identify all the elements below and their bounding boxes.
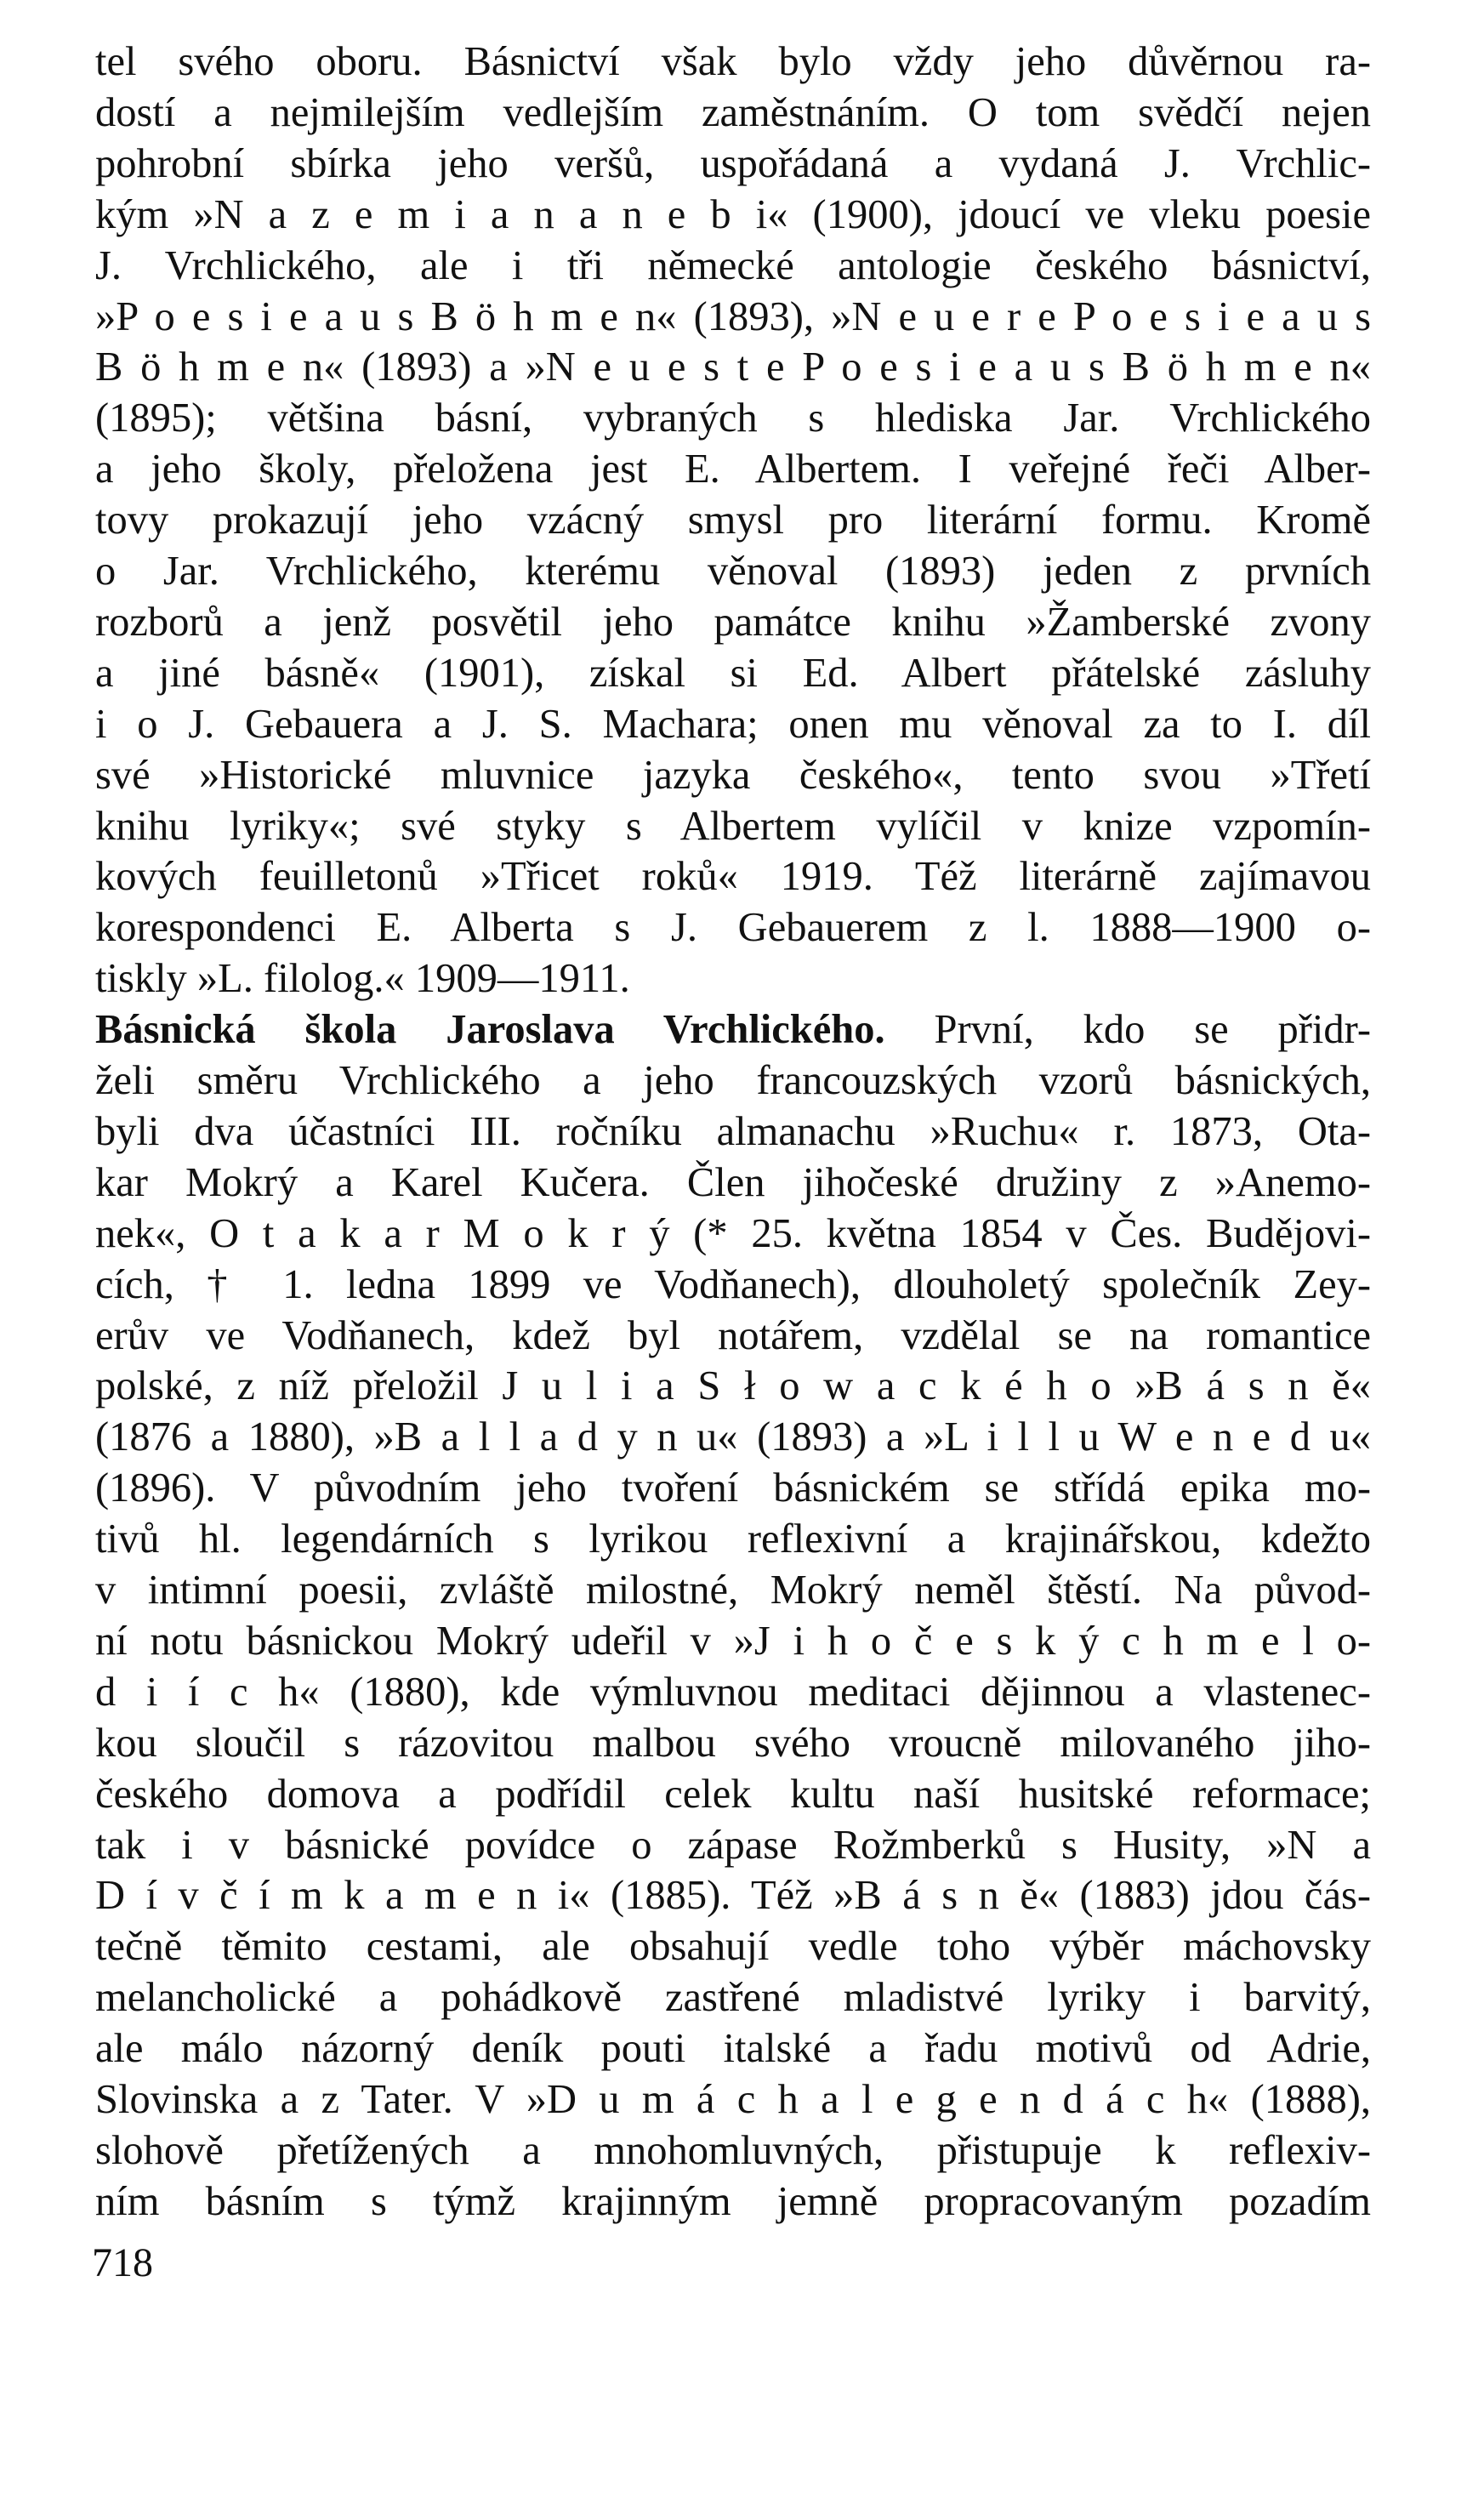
text-line: tovy prokazují jeho vzácný smysl pro literární formu. Kromě xyxy=(95,498,1371,543)
text-line: kým »N a z e m i a n a n e b i« (1900), jdoucí ve vleku poesie xyxy=(95,192,1371,237)
text-line: pohrobní sbírka jeho veršů, uspořádaná a vydaná J. Vrchlic- xyxy=(95,141,1371,186)
text-line: (1896). V původním jeho tvoření básnickém se střídá epika mo- xyxy=(95,1465,1371,1511)
text-line: polské, z níž přeložil J u l i a S ł o w a c k é h o »B á s n ě« xyxy=(95,1363,1371,1408)
text-line: ním básním s týmž krajinným jemně propracovaným pozadím xyxy=(95,2179,1371,2224)
text-line: (1895); většina básní, vybraných s hlediska Jar. Vrchlického xyxy=(95,395,1371,441)
page-number: 718 xyxy=(92,2240,153,2285)
text-line: (1876 a 1880), »B a l l a d y n u« (1893) a »L i l l u W e n e d u« xyxy=(95,1414,1371,1459)
text-line: ale málo názorný deník pouti italské a řadu motivů od Adrie, xyxy=(95,2026,1371,2071)
text-line: slohově přetížených a mnohomluvných, přistupuje k reflexiv- xyxy=(95,2128,1371,2173)
text-line: erův ve Vodňanech, kdež byl notářem, vzdělal se na romantice xyxy=(95,1313,1371,1358)
text-line: kar Mokrý a Karel Kučera. Člen jihočeské družiny z »Anemo- xyxy=(95,1160,1371,1205)
text-line: kových feuilletonů »Třicet roků« 1919. Též literárně zajímavou xyxy=(95,854,1371,899)
text-line: dostí a nejmilejším vedlejším zaměstnáním. O tom svědčí nejen xyxy=(95,90,1371,135)
section-heading: Básnická škola Jaroslava Vrchlického. xyxy=(95,1007,885,1052)
text-line: a jeho školy, přeložena jest E. Albertem. I veřejné řeči Alber- xyxy=(95,447,1371,492)
text-line: kou sloučil s rázovitou malbou svého vroucně milovaného jiho- xyxy=(95,1721,1371,1766)
text-line: své »Historické mluvnice jazyka českého«, tento svou »Třetí xyxy=(95,753,1371,798)
text-line: »P o e s i e a u s B ö h m e n« (1893), »N e u e r e P o e s i e a u s xyxy=(95,294,1371,339)
text-line: knihu lyriky«; své styky s Albertem vylíčil v knize vzpomín- xyxy=(95,804,1371,849)
text-line: a jiné básně« (1901), získal si Ed. Albert přátelské zásluhy xyxy=(95,651,1371,696)
text-line: B ö h m e n« (1893) a »N e u e s t e P o e s i e a u s B ö h m e n« xyxy=(95,344,1371,390)
text-line: d i í c h« (1880), kde výmluvnou meditaci dějinnou a vlastenec- xyxy=(95,1670,1371,1715)
text-line: českého domova a podřídil celek kultu naší husitské reformace; xyxy=(95,1772,1371,1817)
text-line: melancholické a pohádkově zastřené mladistvé lyriky i barvitý, xyxy=(95,1975,1371,2020)
text-line: byli dva účastníci III. ročníku almanachu »Ruchu« r. 1873, Ota- xyxy=(95,1109,1371,1154)
text-line: v intimní poesii, zvláště milostné, Mokrý neměl štěstí. Na původ- xyxy=(95,1568,1371,1613)
text-line: želi směru Vrchlického a jeho francouzských vzorů básnických, xyxy=(95,1058,1371,1103)
text-line: D í v č í m k a m e n i« (1885). Též »B á s n ě« (1883) jdou čás- xyxy=(95,1873,1371,1918)
text-line: rozborů a jenž posvětil jeho památce knihu »Žamberské zvony xyxy=(95,600,1371,645)
text-line: tak i v básnické povídce o zápase Rožmberků s Husity, »N a xyxy=(95,1823,1371,1868)
text-line: i o J. Gebauera a J. S. Machara; onen mu věnoval za to I. díl xyxy=(95,702,1371,747)
text-line: tiskly »L. filolog.« 1909—1911. xyxy=(95,956,630,1001)
text-line: o Jar. Vrchlického, kterému věnoval (1893) jeden z prvních xyxy=(95,549,1371,594)
text-line: korespondenci E. Alberta s J. Gebauerem z l. 1888—1900 o- xyxy=(95,905,1371,950)
text-line: cích, † 1. ledna 1899 ve Vodňanech), dlouholetý společník Zey- xyxy=(95,1262,1371,1307)
text-line: nek«, O t a k a r M o k r ý (* 25. května 1854 v Čes. Budějovi- xyxy=(95,1211,1371,1256)
text-line: tečně těmito cestami, ale obsahují vedle toho výběr máchovsky xyxy=(95,1924,1371,1969)
text-line: Slovinska a z Tater. V »D u m á c h a l e g e n d á c h« (1888), xyxy=(95,2077,1371,2122)
text-line: ní notu básnickou Mokrý udeřil v »J i h o č e s k ý c h m e l o- xyxy=(95,1619,1371,1664)
text-line: J. Vrchlického, ale i tři německé antologie českého básnictví, xyxy=(95,243,1371,288)
text-line: tivů hl. legendárních s lyrikou reflexivní a krajinářskou, kdežto xyxy=(95,1516,1371,1562)
text-line: Básnická škola Jaroslava Vrchlického. První, kdo se přidr- xyxy=(95,1007,1371,1052)
text-line: tel svého oboru. Básnictví však bylo vždy jeho důvěrnou ra- xyxy=(95,39,1371,84)
